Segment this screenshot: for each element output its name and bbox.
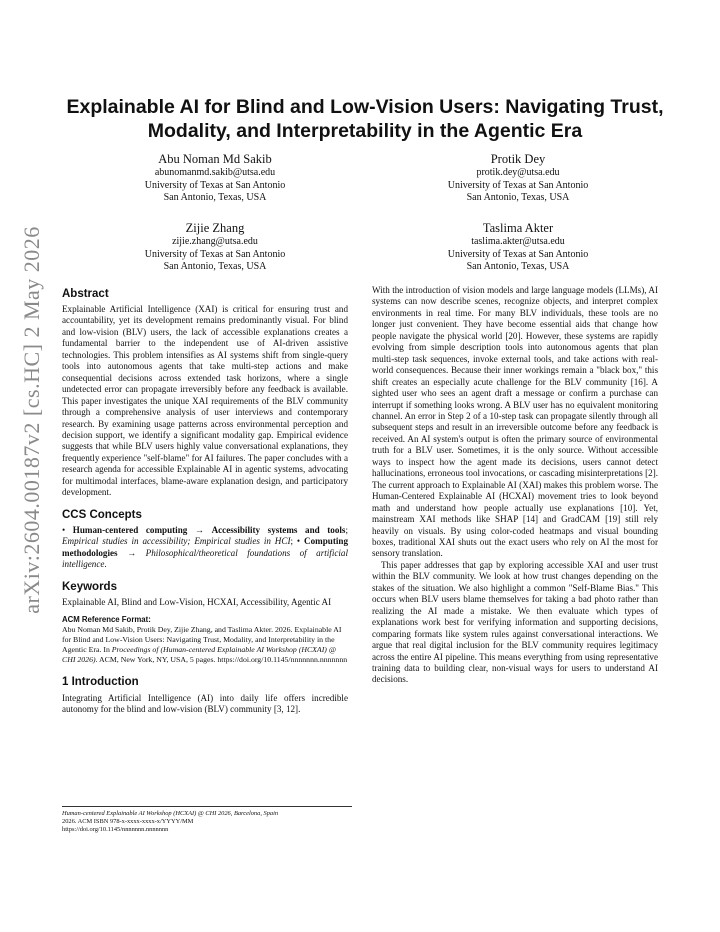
footnote-doi: https://doi.org/10.1145/nnnnnnn.nnnnnnn: [62, 826, 169, 834]
intro-paragraph-2: This paper addresses that gap by exploring accessible XAI and user trust within the BLV community. We look at how trust changes depending on the stakes of the situation. We also highlight a common "Self-Blame Bias." This occurs when BLV users blame themselves for taking a bad photo rather than realizing the AI made a mistake. We then evaluate which types of explanations work best for verifying information and supporting decisions, comparing formats like system rules against conversational interactions. We argue that real digital inclusion for the BLV community requires legitimacy across the entire AI pipeline. This means everything from using representative training data to building clear, non-visual ways for users to understand AI decisions.: [372, 559, 658, 685]
paper-title: [55, 95, 675, 143]
title-line-1: Explainable AI for Blind and Low-Vision Users: Navigating Trust,: [66, 96, 664, 118]
reference-format-heading: ACM Reference Format:: [62, 614, 151, 624]
introduction-text: Integrating Artificial Intelligence (AI) into daily life offers incredible autonomy for the blind and low-vision (BLV) community [3, 12].: [62, 692, 348, 715]
left-column: [62, 287, 348, 716]
arxiv-sidebar-stamp: [14, 170, 50, 670]
title-line-2: Modality, and Interpretability in the Agentic Era: [147, 120, 583, 142]
introduction-heading: 1 Introduction: [62, 675, 139, 688]
author-affiliation: University of Texas at San Antonio: [447, 248, 589, 260]
author-affiliation: University of Texas at San Antonio: [447, 179, 589, 191]
reference-format-text: Abu Noman Md Sakib, Protik Dey, Zijie Zhang, and Taslima Akter. 2026. Explainable AI for Blind and Low-Vision Users: Navigating Trust, Modality, and Interpretability in the Agentic Era. In Proceedings of (Human-centered Explainable AI Workshop (HCXAI) @ CHI 2026). ACM, New York, NY, USA, 5 pages. https://doi.org/10.1145/nnnnnnn.nnnnnnn: [62, 624, 348, 664]
author-email: taslima.akter@utsa.edu: [471, 236, 565, 247]
author-block-2: [368, 152, 668, 205]
author-block-4: [368, 221, 668, 274]
author-location: San Antonio, Texas, USA: [163, 192, 267, 203]
author-email: abunomanmd.sakib@utsa.edu: [154, 167, 276, 178]
ccs-heading: CCS Concepts: [62, 508, 142, 521]
right-column: [372, 285, 658, 686]
footnote-isbn: 2026. ACM ISBN 978-x-xxxx-xxxx-x/YYYY/MM: [62, 818, 194, 826]
author-name: Protik Dey: [490, 152, 546, 166]
footnote-venue: Human-centered Explainable AI Workshop (HCXAI) @ CHI 2026, Barcelona, Spain: [62, 810, 279, 817]
ccs-text: • Human-centered computing → Accessibility systems and tools; Empirical studies in accessibility; Empirical studies in HCI; • Computing methodologies → Philosophical/theoretical foundations of artificial intelligence.: [62, 524, 349, 570]
keywords-text: Explainable AI, Blind and Low-Vision, HCXAI, Accessibility, Agentic AI: [62, 596, 332, 607]
abstract-text: Explainable Artificial Intelligence (XAI) is critical for ensuring trust and accountability, yet its development remains predominantly visual. For blind and low-vision (BLV) users, the lack of accessible explanations creates a fundamental barrier to the independent use of AI-driven assistive technologies. This problem intensifies as AI systems shift from single-query tools into autonomous agents that take multi-step actions and make consequential decisions across extended task horizons, where a single undetected error can propagate irreversibly before any feedback is available. This paper investigates the unique XAI requirements of the BLV community through a comprehensive analysis of user interviews and contemporary research. By examining usage patterns across environmental perception and decision support, we identify a significant modality gap. Empirical evidence suggests that while BLV users highly value conversational explanations, they frequently experience "self-blame" for AI failures. The paper concludes with a research agenda for accessible Explainable AI in agentic systems, advocating for multimodal interfaces, blame-aware explanation design, and participatory development.: [62, 304, 348, 498]
author-location: San Antonio, Texas, USA: [163, 261, 267, 272]
author-email: protik.dey@utsa.edu: [476, 167, 560, 178]
author-location: San Antonio, Texas, USA: [466, 261, 570, 272]
abstract-heading: Abstract: [62, 288, 109, 300]
keywords-heading: Keywords: [62, 580, 117, 593]
author-block-1: [65, 152, 365, 205]
author-location: San Antonio, Texas, USA: [466, 192, 570, 203]
intro-paragraph-1: With the introduction of vision models and large language models (LLMs), AI systems can now describe scenes, recognize objects, and interpret complex environments in real time. For many BLV individuals, these tools are no longer just convenient. They have become essential aids that change how people navigate the physical world [20]. However, these systems are rapidly evolving from simple description tools into autonomous agents that plan multi-step task sequences, invoke external tools, and take actions with real-world consequences. Because their inner workings remain a "black box," this shift creates an especially acute challenge for the BLV community [16]. A sighted user who sees an agent draft a message or confirm a purchase can interrupt if something looks wrong. A BLV user has no equivalent monitoring channel. An error in Step 2 of a 10-step task can propagate silently through all subsequent steps and result in an irreversible outcome before any feedback is received. An AI system's output is often the primary source of environmental truth for a BLV user. Sometimes, it is the only source. Without accessible ways to inspect how the agent made its decisions, users cannot detect hallucinations, erroneous tool invocations, or cascading misinterpretations [2]. The current approach to Explainable AI (XAI) makes this problem worse. The Human-Centered Explainable AI (HCXAI) movement tries to look beyond math and understand how people actually use explanations [10]. Yet, mainstream XAI methods like SHAP [14] and GradCAM [19] still rely heavily on visuals. By using color-coded heatmaps and visual bounding boxes, traditional XAI shuts out the exact users who rely on AI the most for sensory translation.: [372, 285, 658, 559]
author-block-3: [65, 221, 365, 274]
author-affiliation: University of Texas at San Antonio: [144, 179, 286, 191]
arxiv-identifier: arXiv:2604.00187v2 [cs.HC] 2 May 2026: [19, 226, 44, 614]
author-name: Taslima Akter: [482, 221, 554, 235]
author-email: zijie.zhang@utsa.edu: [172, 236, 258, 247]
author-affiliation: University of Texas at San Antonio: [144, 248, 286, 260]
footnote: [62, 806, 352, 835]
author-name: Abu Noman Md Sakib: [158, 152, 272, 166]
author-name: Zijie Zhang: [185, 221, 245, 235]
